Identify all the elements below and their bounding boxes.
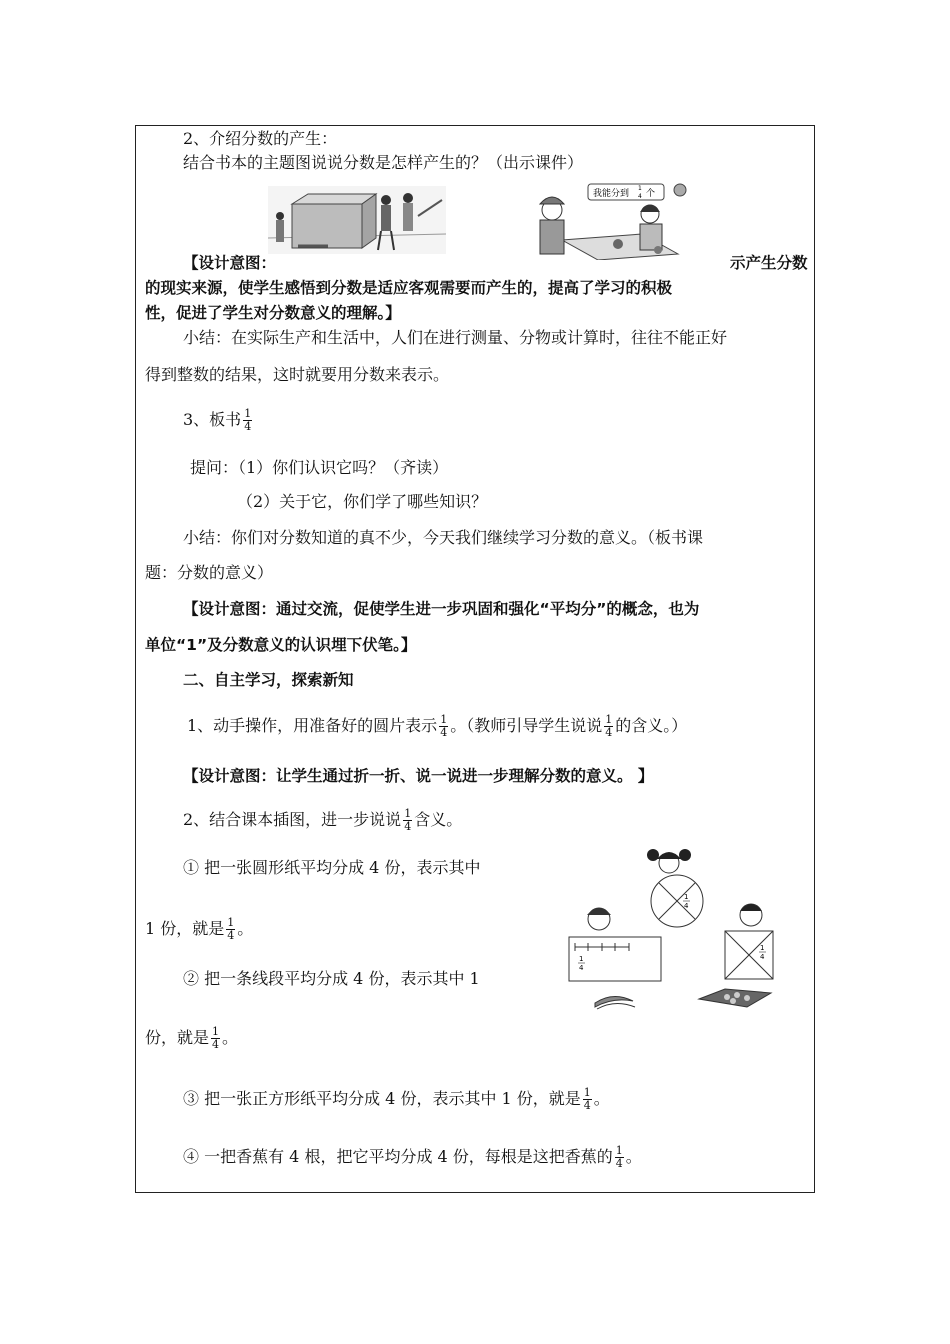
question-text: 结合书本的主题图说说分数是怎样产生的？（出示课件） <box>183 153 584 172</box>
example-circle-line1: ① 把一张圆形纸平均分成 4 份，表示其中 <box>183 858 481 877</box>
svg-text:4: 4 <box>760 953 765 961</box>
design-intent-1-line3: 性，促进了学生对分数意义的理解。】 <box>145 304 401 322</box>
activity-1: 1、动手操作，用准备好的圆片表示 $\frac{1}{4}$ 。（教师引导学生说说 $\frac{1}{4}$ 的含义。） <box>187 713 688 739</box>
svg-text:4: 4 <box>579 964 584 972</box>
children-fractions-illustration <box>565 843 790 1015</box>
design-intent-1-end: 示产生分数 <box>730 254 808 272</box>
svg-text:1: 1 <box>579 955 584 963</box>
svg-text:1: 1 <box>684 893 689 901</box>
summary-1-line2: 得到整数的结果，这时就要用分数来表示。 <box>145 365 450 384</box>
design-intent-2-line2: 单位“1”及分数意义的认识埋下伏笔。】 <box>145 636 417 654</box>
section-heading: 2、介绍分数的产生： <box>183 129 338 148</box>
sharing-illustration <box>522 180 692 260</box>
part-two-heading: 二、自主学习，探索新知 <box>183 671 354 689</box>
speech-bubble-suffix: 个 <box>646 189 656 199</box>
example-banana: ④ 一把香蕉有 4 根，把它平均分成 4 份，每根是这把香蕉的 $\frac{1}{4}$ 。 <box>183 1144 642 1170</box>
example-segment-line1: ② 把一条线段平均分成 4 份，表示其中 1 <box>183 969 480 988</box>
summary-2-line1: 小结：你们对分数知道的真不少，今天我们继续学习分数的意义。（板书课 <box>183 528 704 547</box>
fraction-quarter: $\frac{1}{4}$ <box>227 916 235 942</box>
fraction-quarter: $\frac{1}{4}$ <box>244 407 252 433</box>
fraction-quarter: $\frac{1}{4}$ <box>583 1086 591 1112</box>
example-segment-line2: 份，就是 $\frac{1}{4}$ 。 <box>145 1025 239 1051</box>
question-1: 提问：（1）你们认识它吗？（齐读） <box>190 458 449 477</box>
design-intent-3: 【设计意图：让学生通过折一折、说一说进一步理解分数的意义。 】 <box>183 767 654 785</box>
egypt-measuring-illustration <box>268 186 446 254</box>
fraction-quarter: $\frac{1}{4}$ <box>404 807 412 833</box>
fraction-quarter: $\frac{1}{4}$ <box>212 1025 220 1051</box>
design-intent-1-start: 【设计意图： <box>183 254 277 272</box>
design-intent-1-line2: 的现实来源，使学生感悟到分数是适应客观需要而产生的，提高了学习的积极 <box>145 279 673 297</box>
question-2: （2）关于它，你们学了哪些知识？ <box>237 492 488 511</box>
speech-frac-den: 4 <box>638 193 642 200</box>
fraction-quarter: $\frac{1}{4}$ <box>605 713 613 739</box>
summary-1-line1: 小结：在实际生产和生活中，人们在进行测量、分物或计算时，往往不能正好 <box>183 328 728 347</box>
speech-bubble-text: 我能分到 <box>593 189 630 199</box>
svg-text:4: 4 <box>684 902 689 910</box>
fraction-quarter: $\frac{1}{4}$ <box>615 1144 623 1170</box>
svg-text:1: 1 <box>760 944 765 952</box>
example-square: ③ 把一张正方形纸平均分成 4 份，表示其中 1 份，就是 $\frac{1}{4}$ 。 <box>183 1086 610 1112</box>
design-intent-2-line1: 【设计意图：通过交流，促使学生进一步巩固和强化“平均分”的概念，也为 <box>183 600 700 618</box>
board-writing: 3、板书 $\frac{1}{4}$ <box>183 407 252 433</box>
fraction-quarter: $\frac{1}{4}$ <box>440 713 448 739</box>
speech-frac-num: 1 <box>638 185 642 192</box>
summary-2-line2: 题：分数的意义） <box>145 563 274 582</box>
activity-2: 2、结合课本插图，进一步说说 $\frac{1}{4}$ 含义。 <box>183 807 463 833</box>
example-circle-line2: 1 份，就是 $\frac{1}{4}$ 。 <box>145 916 254 942</box>
